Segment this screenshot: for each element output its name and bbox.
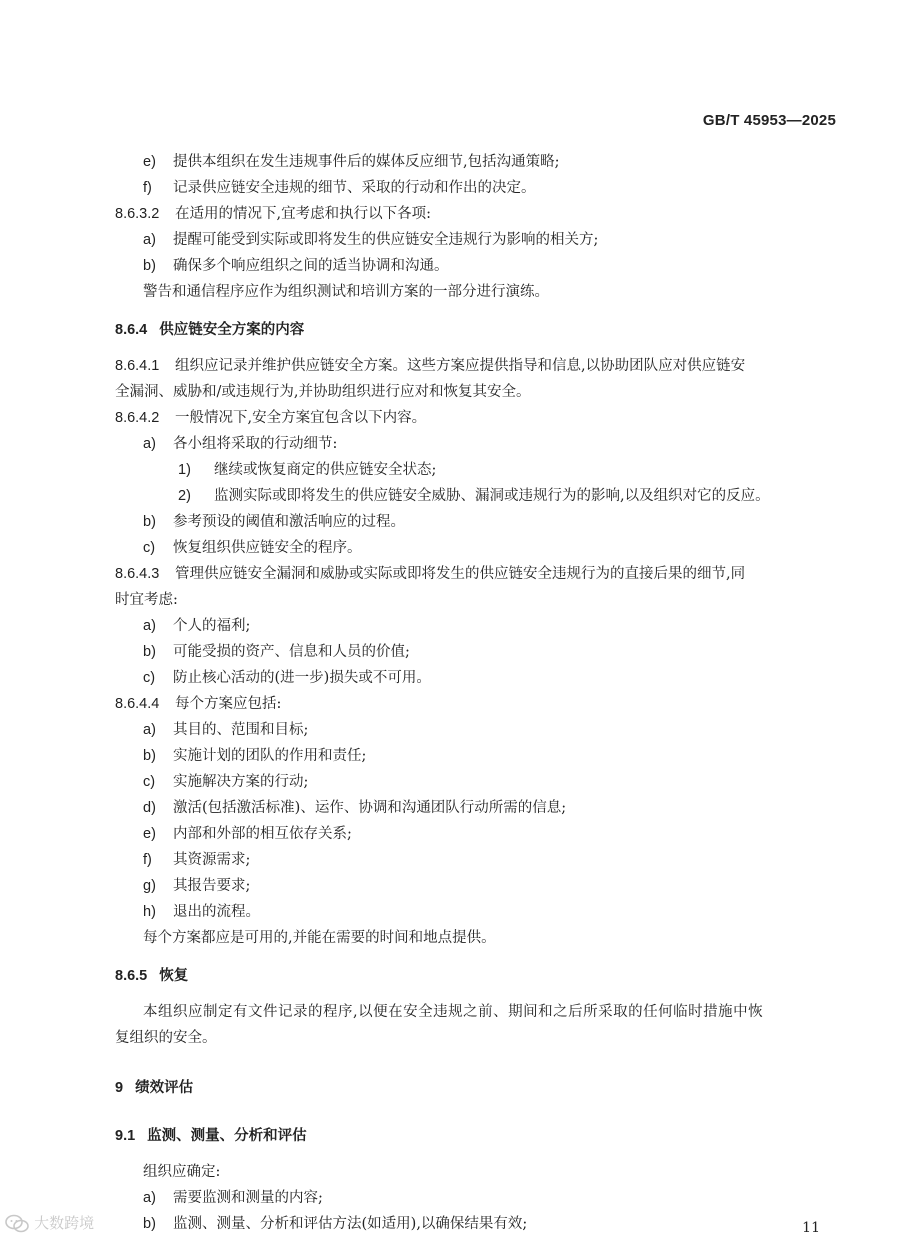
list-item (143, 746, 366, 766)
sub-list-item (178, 486, 770, 506)
clause-continuation: 时宜考虑: (115, 592, 178, 608)
clause-8-6-4-3 (115, 564, 745, 584)
list-text: 确保多个响应组织之间的适当协调和沟通。 (173, 258, 449, 274)
heading-number: 9.1 (115, 1128, 136, 1144)
clause-text: 管理供应链安全漏洞和威胁或实际或即将发生的供应链安全违规行为的直接后果的细节,同 (175, 566, 746, 582)
list-marker: b) (143, 1216, 156, 1232)
list-marker: g) (143, 878, 156, 894)
list-text: 其资源需求; (173, 852, 251, 868)
list-item (143, 642, 410, 662)
clause-8-6-4-1 (115, 356, 745, 376)
list-text: 可能受损的资产、信息和人员的价值; (173, 644, 410, 660)
list-item (143, 538, 362, 558)
clause-number: 8.6.4.4 (115, 696, 160, 712)
list-marker: a) (143, 618, 156, 634)
list-marker: b) (143, 514, 156, 530)
wechat-logo-icon (4, 1213, 30, 1235)
list-text: 提醒可能受到实际或即将发生的供应链安全违规行为影响的相关方; (173, 232, 599, 248)
list-text: 恢复组织供应链安全的程序。 (173, 540, 362, 556)
list-text: 监测实际或即将发生的供应链安全威胁、漏洞或违规行为的影响,以及组织对它的反应。 (214, 488, 770, 504)
paragraph: 警告和通信程序应作为组织测试和培训方案的一部分进行演练。 (143, 284, 549, 300)
clause-8-6-3-2 (115, 204, 431, 224)
list-marker: e) (143, 154, 156, 170)
list-item (143, 720, 308, 740)
list-marker: c) (143, 540, 156, 556)
list-text: 实施计划的团队的作用和责任; (173, 748, 367, 764)
heading-text: 供应链安全方案的内容 (159, 322, 305, 338)
paragraph: 本组织应制定有文件记录的程序,以便在安全违规之前、期间和之后所采取的任何临时措施中恢 (143, 1004, 764, 1020)
list-text: 防止核心活动的(进一步)损失或不可用。 (173, 670, 431, 686)
list-item (143, 230, 598, 250)
list-item (143, 512, 405, 532)
list-marker: h) (143, 904, 156, 920)
clause-text: 组织应记录并维护供应链安全方案。这些方案应提供指导和信息,以协助团队应对供应链安 (175, 358, 746, 374)
list-text: 提供本组织在发生违规事件后的媒体反应细节,包括沟通策略; (173, 154, 560, 170)
section-heading-9 (115, 1078, 193, 1098)
list-marker: 2) (178, 488, 191, 504)
heading-number: 8.6.4 (115, 322, 148, 338)
list-marker: c) (143, 670, 156, 686)
clause-8-6-4-2 (115, 408, 426, 428)
list-marker: f) (143, 852, 152, 868)
list-item (143, 902, 260, 922)
list-text: 继续或恢复商定的供应链安全状态; (214, 462, 437, 478)
list-marker: a) (143, 1190, 156, 1206)
watermark (4, 1212, 94, 1235)
list-marker: d) (143, 800, 156, 816)
heading-text: 绩效评估 (135, 1080, 194, 1096)
clause-number: 8.6.4.2 (115, 410, 160, 426)
paragraph-continuation: 复组织的安全。 (115, 1030, 217, 1046)
list-item (143, 178, 536, 198)
list-text: 个人的福利; (173, 618, 251, 634)
clause-number: 8.6.4.1 (115, 358, 160, 374)
list-marker: b) (143, 748, 156, 764)
list-item (143, 876, 250, 896)
list-item (143, 668, 431, 688)
paragraph: 每个方案都应是可用的,并能在需要的时间和地点提供。 (143, 930, 496, 946)
heading-text: 恢复 (159, 968, 189, 984)
list-item (143, 434, 337, 454)
clause-8-6-4-4 (115, 694, 281, 714)
list-item (143, 616, 250, 636)
watermark-text: 大数跨境 (34, 1215, 95, 1232)
list-text: 需要监测和测量的内容; (173, 1190, 323, 1206)
list-marker: b) (143, 644, 156, 660)
standard-code: GB/T 45953—2025 (702, 112, 836, 129)
list-item (143, 798, 566, 818)
list-marker: a) (143, 436, 156, 452)
list-marker: e) (143, 826, 156, 842)
clause-text: 一般情况下,安全方案宜包含以下内容。 (175, 410, 427, 426)
clause-text: 在适用的情况下,宜考虑和执行以下各项: (175, 206, 431, 222)
list-text: 退出的流程。 (173, 904, 260, 920)
list-item (143, 1214, 527, 1234)
list-item (143, 824, 352, 844)
paragraph: 组织应确定: (143, 1164, 221, 1180)
list-marker: c) (143, 774, 156, 790)
list-marker: a) (143, 232, 156, 248)
list-marker: a) (143, 722, 156, 738)
list-text: 监测、测量、分析和评估方法(如适用),以确保结果有效; (173, 1216, 528, 1232)
list-item (143, 772, 308, 792)
clause-text: 每个方案应包括: (175, 696, 282, 712)
section-heading-9-1 (115, 1126, 307, 1146)
sub-list-item (178, 460, 436, 480)
list-text: 参考预设的阈值和激活响应的过程。 (173, 514, 405, 530)
list-text: 实施解决方案的行动; (173, 774, 309, 790)
list-marker: f) (143, 180, 152, 196)
list-item (143, 850, 250, 870)
heading-number: 8.6.5 (115, 968, 148, 984)
section-heading-8-6-5 (115, 966, 188, 986)
section-heading-8-6-4 (115, 320, 304, 340)
clause-number: 8.6.4.3 (115, 566, 160, 582)
list-text: 激活(包括激活标准)、运作、协调和沟通团队行动所需的信息; (173, 800, 567, 816)
heading-number: 9 (115, 1080, 124, 1096)
list-text: 各小组将采取的行动细节: (173, 436, 338, 452)
list-item (143, 1188, 323, 1208)
list-marker: 1) (178, 462, 191, 478)
clause-continuation: 全漏洞、威胁和/或违规行为,并协助组织进行应对和恢复其安全。 (115, 384, 531, 400)
clause-number: 8.6.3.2 (115, 206, 160, 222)
list-item (143, 256, 449, 276)
list-text: 内部和外部的相互依存关系; (173, 826, 352, 842)
list-marker: b) (143, 258, 156, 274)
list-text: 其报告要求; (173, 878, 251, 894)
page-number: 11 (802, 1220, 820, 1236)
list-text: 记录供应链安全违规的细节、采取的行动和作出的决定。 (173, 180, 536, 196)
list-text: 其目的、范围和目标; (173, 722, 309, 738)
heading-text: 监测、测量、分析和评估 (147, 1128, 307, 1144)
list-item (143, 152, 560, 172)
